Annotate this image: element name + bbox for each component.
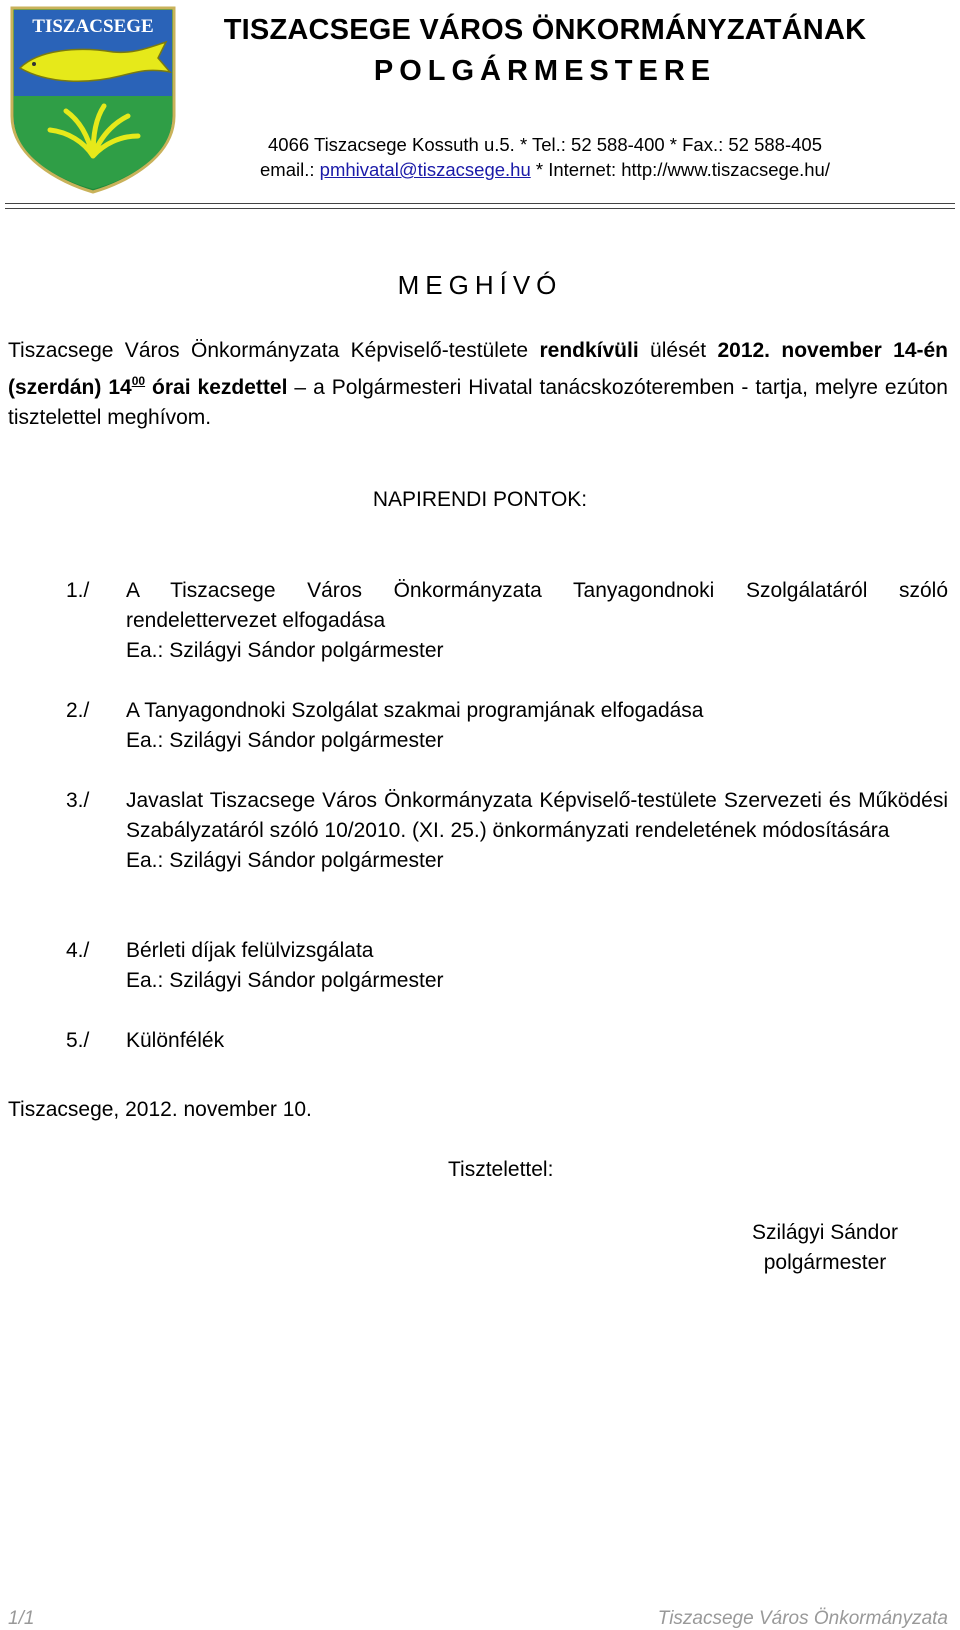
email-label: email.: bbox=[260, 159, 320, 180]
crest-label: TISZACSEGE bbox=[32, 16, 154, 37]
agenda-item-5 bbox=[66, 1026, 948, 1056]
agenda-number: 4./ bbox=[66, 939, 90, 962]
city-crest-icon bbox=[8, 6, 178, 194]
header-divider-top bbox=[5, 203, 955, 204]
header-divider-bottom bbox=[5, 208, 955, 209]
agenda-item-4 bbox=[66, 936, 948, 996]
intro-sup: 00 bbox=[131, 374, 146, 388]
agenda-presenter: Ea.: Szilágyi Sándor polgármester bbox=[126, 729, 444, 752]
intro-text-3: – a Polgármesteri Hivatal tanácskozóteremben - tartja, melyre ezúton tisztelettel meghívom. bbox=[8, 376, 948, 429]
intro-bold-3: órai kezdettel bbox=[145, 376, 288, 399]
signature-role: polgármester bbox=[763, 1251, 887, 1274]
header-contact bbox=[185, 159, 905, 181]
agenda-number: 5./ bbox=[66, 1029, 90, 1052]
intro-bold-2: 2012. november 14-én (szerdán) 14 bbox=[8, 339, 948, 399]
agenda-text: A Tanyagondnoki Szolgálat szakmai programjának elfogadása bbox=[126, 699, 704, 722]
closing-salutation: Tisztelettel: bbox=[448, 1158, 554, 1181]
agenda-presenter: Ea.: Szilágyi Sándor polgármester bbox=[126, 639, 444, 662]
intro-bold-1: rendkívüli bbox=[539, 339, 639, 362]
internet-text: * Internet: http://www.tiszacsege.hu/ bbox=[530, 159, 830, 180]
signature-block bbox=[720, 1218, 930, 1278]
header-title-line2: POLGÁRMESTERE bbox=[373, 55, 717, 87]
agenda-item-2 bbox=[66, 696, 948, 756]
signature-name: Szilágyi Sándor bbox=[752, 1221, 898, 1244]
document-heading: MEGHÍVÓ bbox=[397, 270, 563, 300]
agenda-text: Javaslat Tiszacsege Város Önkormányzata Képviselő-testülete Szervezeti és Működési Szabályzatáról szóló 10/2010. (XI. 25.) önkormányzati rendeletének módosítására bbox=[126, 789, 948, 842]
agenda-number: 3./ bbox=[66, 789, 90, 812]
intro-text-1: Tiszacsege Város Önkormányzata Képviselő-testülete bbox=[8, 339, 540, 362]
intro-text-2: ülését bbox=[638, 339, 718, 362]
agenda-text: Bérleti díjak felülvizsgálata bbox=[126, 939, 374, 962]
agenda-title: NAPIRENDI PONTOK: bbox=[372, 488, 588, 511]
agenda-item-1 bbox=[66, 576, 948, 666]
email-link[interactable]: pmhivatal@tiszacsege.hu bbox=[319, 159, 531, 180]
header-title-line1: TISZACSEGE VÁROS ÖNKORMÁNYZATÁNAK bbox=[223, 14, 867, 46]
agenda-item-3 bbox=[66, 786, 948, 876]
place-date: Tiszacsege, 2012. november 10. bbox=[8, 1098, 312, 1121]
agenda-text: A Tiszacsege Város Önkormányzata Tanyagondnoki Szolgálatáról szóló rendelettervezet elfogadása bbox=[126, 579, 948, 632]
intro-paragraph bbox=[8, 336, 948, 433]
agenda-number: 2./ bbox=[66, 699, 90, 722]
agenda-number: 1./ bbox=[66, 579, 90, 602]
agenda-presenter: Ea.: Szilágyi Sándor polgármester bbox=[126, 969, 444, 992]
header-address: 4066 Tiszacsege Kossuth u.5. * Tel.: 52 588-400 * Fax.: 52 588-405 bbox=[268, 134, 822, 155]
footer-page-number: 1/1 bbox=[8, 1608, 35, 1629]
agenda-presenter: Ea.: Szilágyi Sándor polgármester bbox=[126, 849, 444, 872]
agenda-text: Különfélék bbox=[126, 1029, 225, 1052]
footer-organization: Tiszacsege Város Önkormányzata bbox=[657, 1608, 948, 1629]
